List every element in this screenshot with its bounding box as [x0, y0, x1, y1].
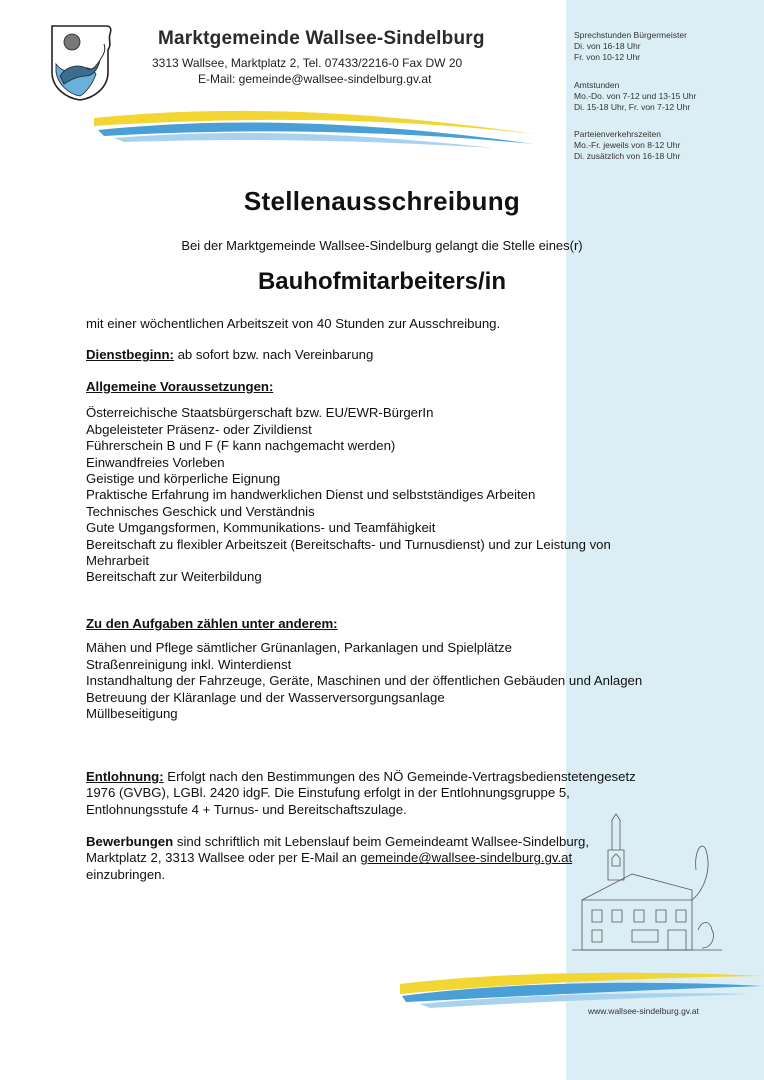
- list-item: Bereitschaft zu flexibler Arbeitszeit (Bereitschafts- und Turnusdienst) und zur Leistung von Mehrarbeit: [86, 536, 611, 569]
- list-item: Geistige und körperliche Eignung: [86, 471, 281, 487]
- list-item: Einwandfreies Vorleben: [86, 454, 225, 470]
- party-hours-title: Parteienverkehrszeiten: [574, 129, 661, 139]
- application-email-link[interactable]: gemeinde@wallsee-sindelburg.gv.at: [360, 850, 573, 866]
- start-text: ab sofort bzw. nach Vereinbarung: [173, 347, 374, 362]
- coat-of-arms-logo: [46, 20, 116, 102]
- mayor-hours-line: Di. von 16-18 Uhr: [574, 41, 641, 51]
- list-item: Abgeleisteter Präsenz- oder Zivildienst: [86, 421, 312, 437]
- office-hours-block: [574, 80, 696, 113]
- start-section: [86, 347, 666, 363]
- party-hours-line: Di. zusätzlich von 16-18 Uhr: [574, 151, 681, 161]
- mayor-hours-title: Sprechstunden Bürgermeister: [574, 30, 687, 40]
- list-item: Müllbeseitigung: [86, 706, 178, 722]
- requirements-section: [86, 379, 666, 586]
- list-item: Mähen und Pflege sämtlicher Grünanlagen, Parkanlagen und Spielplätze: [86, 640, 512, 656]
- address-line: 3313 Wallsee, Marktplatz 2, Tel. 07433/2216-0 Fax DW 20: [152, 56, 463, 70]
- application-section: [86, 834, 636, 883]
- organization-name: Marktgemeinde Wallsee-Sindelburg: [158, 28, 485, 49]
- list-item: Instandhaltung der Fahrzeuge, Geräte, Maschinen und der öffentlichen Gebäuden und Anlagen: [86, 673, 643, 689]
- salary-section: [86, 769, 656, 818]
- working-hours-text: mit einer wöchentlichen Arbeitszeit von 40 Stunden zur Ausschreibung.: [86, 316, 501, 331]
- list-item: Praktische Erfahrung im handwerklichen Dienst und selbstständiges Arbeiten: [86, 487, 536, 503]
- party-hours-block: [574, 129, 680, 162]
- tasks-heading: Zu den Aufgaben zählen unter anderem:: [86, 616, 338, 631]
- office-hours-line: Mo.-Do. von 7-12 und 13-15 Uhr: [574, 91, 697, 101]
- intro-line: Bei der Marktgemeinde Wallsee-Sindelburg gelangt die Stelle eines(r): [181, 238, 583, 253]
- requirements-heading: Allgemeine Voraussetzungen:: [86, 379, 274, 394]
- footer-website: www.wallsee-sindelburg.gv.at: [588, 1006, 699, 1016]
- footer-swoosh: [400, 966, 764, 1016]
- header-swoosh: [94, 104, 534, 154]
- list-item: Straßenreinigung inkl. Winterdienst: [86, 656, 292, 672]
- list-item: Technisches Geschick und Verständnis: [86, 503, 315, 519]
- list-item: Österreichische Staatsbürgerschaft bzw. EU/EWR-BürgerIn: [86, 405, 434, 421]
- header-email-line: E-Mail: gemeinde@wallsee-sindelburg.gv.at: [198, 72, 432, 86]
- tasks-section: [86, 616, 666, 722]
- application-label: Bewerbungen: [86, 834, 174, 849]
- party-hours-line: Mo.-Fr. jeweils von 8-12 Uhr: [574, 140, 681, 150]
- town-hall-sketch: [572, 810, 722, 960]
- salary-label: Entlohnung:: [86, 769, 164, 784]
- application-text: sind schriftlich mit Lebenslauf beim Gemeindeamt Wallsee-Sindelburg, Marktplatz 2, 3313 Wallsee oder per E-Mail an: [86, 834, 590, 866]
- list-item: Betreuung der Kläranlage und der Wasserversorgungsanlage: [86, 689, 445, 705]
- office-hours-line: Di. 15-18 Uhr, Fr. von 7-12 Uhr: [574, 102, 691, 112]
- document-title: Stellenausschreibung: [243, 186, 521, 216]
- application-text-end: einzubringen.: [86, 866, 166, 882]
- list-item: Gute Umgangsformen, Kommunikations- und Teamfähigkeit: [86, 520, 436, 536]
- mayor-hours-line: Fr. von 10-12 Uhr: [574, 52, 641, 62]
- office-hours-title: Amtstunden: [574, 80, 620, 90]
- start-label: Dienstbeginn:: [86, 347, 174, 362]
- list-item: Führerschein B und F (F kann nachgemacht werden): [86, 438, 396, 454]
- working-hours-line: [86, 316, 666, 332]
- list-item: Bereitschaft zur Weiterbildung: [86, 569, 262, 585]
- mayor-hours-block: [574, 30, 687, 63]
- salary-text: Erfolgt nach den Bestimmungen des NÖ Gemeinde-Vertragsbedienstetengesetz 1976 (GVBG), LGBl. 2420 idgF. Die Einstufung erfolgt in der Entlohnungsgruppe 5, Entlohnungsstufe 4 + Turnus- und Bereitschaftszulage.: [86, 769, 636, 817]
- position-title: Bauhofmitarbeiters/in: [257, 268, 507, 295]
